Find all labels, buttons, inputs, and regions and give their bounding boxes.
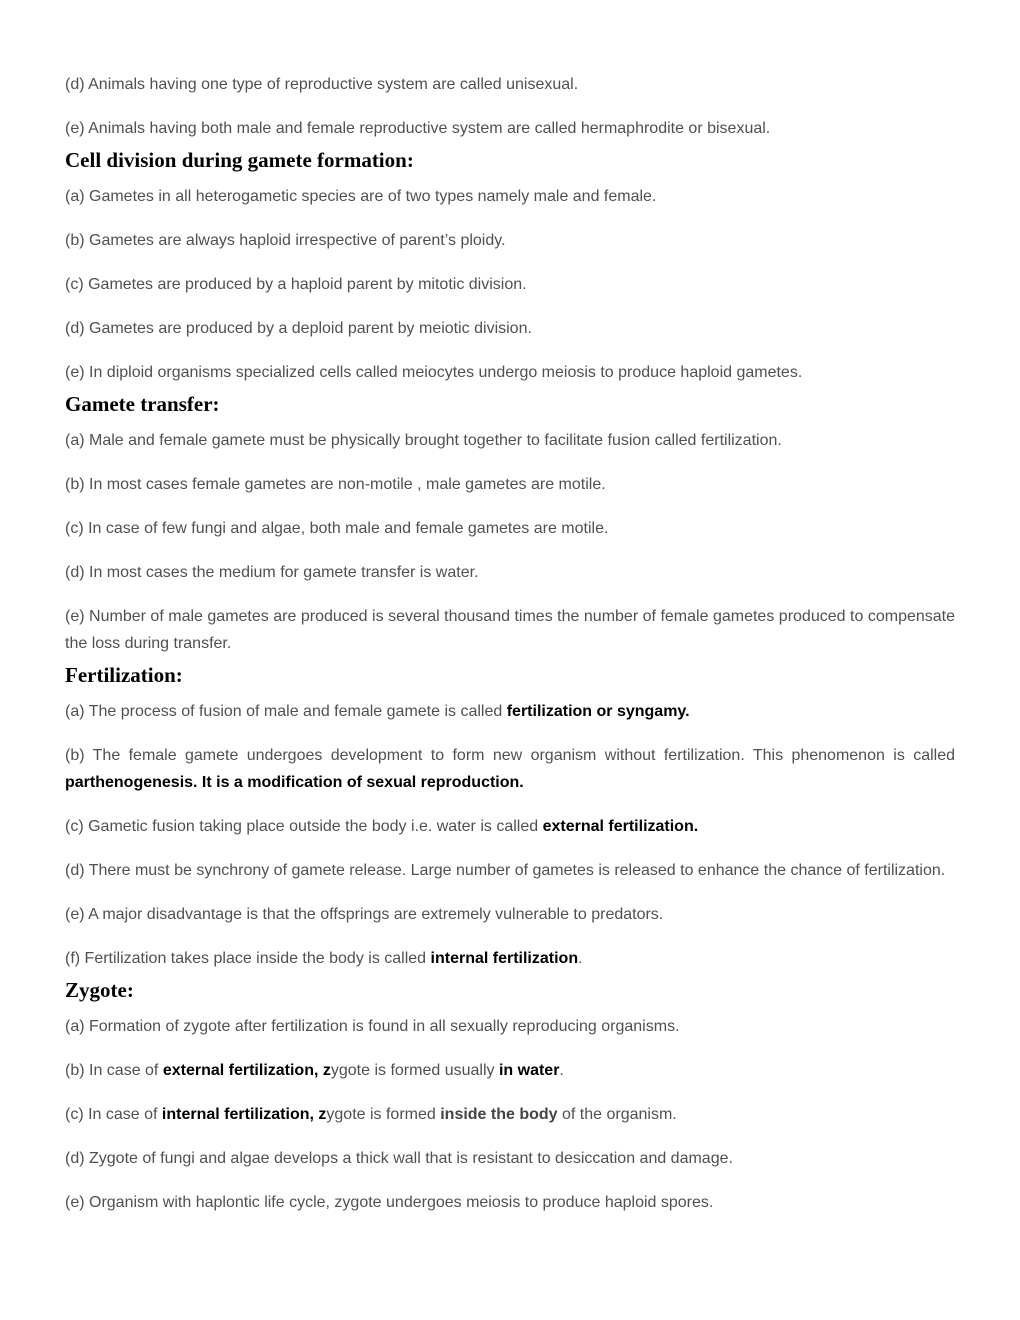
gamete-transfer-item-b: (b) In most cases female gametes are non-motile , male gametes are motile. bbox=[65, 476, 606, 493]
zygote-item-d: (d) Zygote of fungi and algae develops a thick wall that is resistant to desiccation and damage. bbox=[65, 1150, 733, 1167]
gamete-transfer-item-c: (c) In case of few fungi and algae, both male and female gametes are motile. bbox=[65, 520, 609, 537]
gamete-transfer-item-d: (d) In most cases the medium for gamete transfer is water. bbox=[65, 564, 479, 581]
heading-fertilization: Fertilization: bbox=[65, 663, 183, 687]
fertilization-item-d: (d) There must be synchrony of gamete release. Large number of gametes is released to enhance the chance of fertilization. bbox=[65, 862, 946, 879]
zygote-item-c: (c) In case of internal fertilization, zygote is formed inside the body of the organism. bbox=[65, 1106, 677, 1123]
zygote-item-b: (b) In case of external fertilization, zygote is formed usually in water. bbox=[65, 1062, 564, 1079]
zygote-item-e: (e) Organism with haplontic life cycle, zygote undergoes meiosis to produce haploid spores. bbox=[65, 1194, 714, 1211]
heading-cell-division: Cell division during gamete formation: bbox=[65, 148, 414, 172]
intro-item-d: (d) Animals having one type of reproductive system are called unisexual. bbox=[65, 76, 579, 93]
cell-division-item-a: (a) Gametes in all heterogametic species are of two types namely male and female. bbox=[65, 188, 657, 205]
heading-gamete-transfer: Gamete transfer: bbox=[65, 392, 220, 416]
fertilization-item-a: (a) The process of fusion of male and female gamete is called fertilization or syngamy. bbox=[65, 703, 690, 720]
cell-division-item-e: (e) In diploid organisms specialized cells called meiocytes undergo meiosis to produce haploid gametes. bbox=[65, 364, 803, 381]
fertilization-item-b: (b) The female gamete undergoes development to form new organism without fertilization. This phenomenon is called parthenogenesis. It is a modification of sexual reproduction. bbox=[65, 747, 955, 791]
cell-division-item-d: (d) Gametes are produced by a deploid parent by meiotic division. bbox=[65, 320, 532, 337]
cell-division-item-b: (b) Gametes are always haploid irrespective of parent’s ploidy. bbox=[65, 232, 506, 249]
heading-zygote: Zygote: bbox=[65, 978, 134, 1002]
document-page bbox=[65, 71, 955, 1233]
intro-item-e: (e) Animals having both male and female reproductive system are called hermaphrodite or bisexual. bbox=[65, 120, 771, 137]
cell-division-item-c: (c) Gametes are produced by a haploid parent by mitotic division. bbox=[65, 276, 527, 293]
fertilization-item-f: (f) Fertilization takes place inside the body is called internal fertilization. bbox=[65, 950, 583, 967]
zygote-item-a: (a) Formation of zygote after fertilization is found in all sexually reproducing organisms. bbox=[65, 1018, 680, 1035]
fertilization-item-c: (c) Gametic fusion taking place outside the body i.e. water is called external fertilization. bbox=[65, 818, 699, 835]
gamete-transfer-item-a: (a) Male and female gamete must be physically brought together to facilitate fusion called fertilization. bbox=[65, 432, 782, 449]
fertilization-item-e: (e) A major disadvantage is that the offsprings are extremely vulnerable to predators. bbox=[65, 906, 664, 923]
gamete-transfer-item-e: (e) Number of male gametes are produced is several thousand times the number of female gametes produced to compensate the loss during transfer. bbox=[65, 608, 955, 652]
